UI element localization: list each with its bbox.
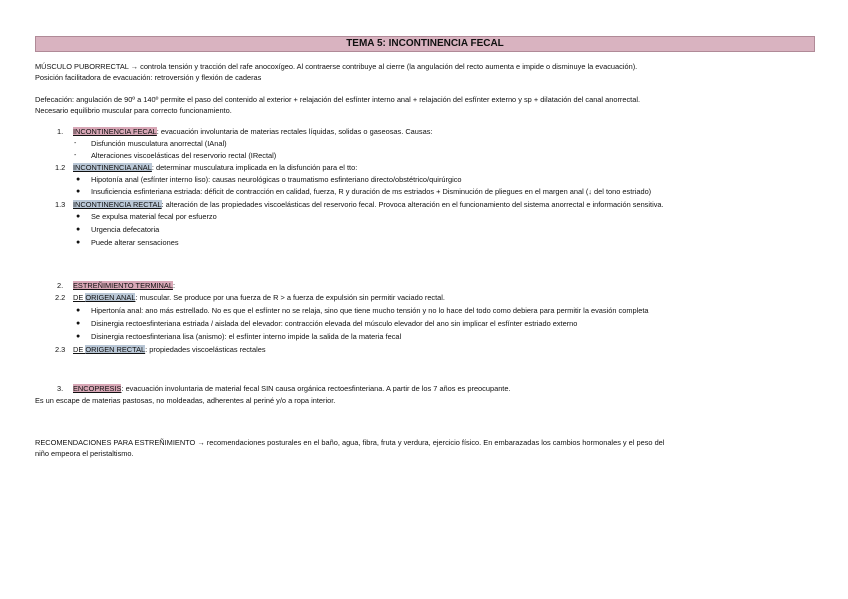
- section-3-line: [73, 384, 511, 394]
- section-1-line: [73, 127, 432, 137]
- section-1-dash-2: Alteraciones viscoelásticas del reservorio rectal (IRectal): [91, 151, 277, 160]
- section-2-2-term: ORIGEN ANAL: [85, 293, 136, 302]
- section-2-2-bullet-2: Disinergia rectoesfinteriana estriada / aislada del elevador: contracción elevada del músculo elevador del ano sin implicar el esfínter estriado externo: [91, 319, 578, 328]
- section-2-number: 2.: [57, 281, 64, 290]
- section-2-3-text: : propiedades viscoelásticas rectales: [145, 345, 266, 354]
- section-1-term: INCONTINENCIA FECAL: [73, 127, 157, 136]
- section-1-2-text: : determinar musculatura implicada en la disfunción para el tto:: [151, 163, 358, 172]
- section-2-3-prefix: DE: [73, 345, 86, 354]
- section-1-number: 1.: [57, 127, 64, 136]
- section-1-dash-1: Disfunción musculatura anorrectal (IAnal): [91, 139, 227, 148]
- section-2-2-prefix: DE: [73, 293, 86, 302]
- intro-line-3: Defecación: angulación de 90º a 140º permite el paso del contenido al exterior + relajación del esfínter interno anal + relajación del esfínter externo y sp + dilatación del canal anorrectal.: [35, 95, 641, 104]
- section-1-3-term: INCONTINENCIA RECTAL: [73, 200, 162, 209]
- section-2-3-term: ORIGEN RECTAL: [85, 345, 146, 354]
- dash-icon: -: [74, 140, 77, 147]
- section-1-3-line: [73, 200, 664, 210]
- section-2-2-bullet-3: Disinergia rectoesfinteriana lisa (anismo): el esfínter interno impide la salida de la materia fecal: [91, 332, 402, 341]
- section-2-2-line: [73, 293, 445, 303]
- section-1-text: : evacuación involuntaria de materias rectales líquidas, solidas o gaseosas. Causas:: [156, 127, 433, 136]
- section-2-3-line: [73, 345, 266, 355]
- section-1-2-term: INCONTINENCIA ANAL: [73, 163, 152, 172]
- section-3-text: : evacuación involuntaria de material fecal SIN causa orgánica rectoesfinteriana. A partir de los 7 años es preocupante.: [121, 384, 511, 393]
- bullet-icon: ●: [76, 239, 81, 246]
- section-1-3-bullet-1: Se expulsa material fecal por esfuerzo: [91, 212, 217, 221]
- section-2-text: :: [172, 281, 175, 290]
- section-2-2-number: 2.2: [55, 293, 66, 302]
- recommendations-line-2: niño empeora el peristaltismo.: [35, 449, 134, 458]
- section-3-term: ENCOPRESIS: [73, 384, 122, 393]
- section-2-term: ESTREÑIMIENTO TERMINAL: [73, 281, 173, 290]
- bullet-icon: ●: [76, 176, 81, 183]
- section-1-3-text: : alteración de las propiedades viscoelásticas del reservorio fecal. Provoca alteración en el funcionamiento del sistema anorrectal e información sensitiva.: [161, 200, 664, 209]
- section-2-3-number: 2.3: [55, 345, 66, 354]
- section-1-2-line: [73, 163, 357, 173]
- intro-line-2: Posición facilitadora de evacuación: retroversión y flexión de caderas: [35, 73, 262, 82]
- bullet-icon: ●: [76, 213, 81, 220]
- section-1-3-bullet-3: Puede alterar sensaciones: [91, 238, 179, 247]
- section-3-line-2: Es un escape de materias pastosas, no moldeadas, adherentes al periné y/o a ropa interior.: [35, 396, 336, 405]
- section-1-3-number: 1.3: [55, 200, 66, 209]
- bullet-icon: ●: [76, 226, 81, 233]
- bullet-icon: ●: [76, 188, 81, 195]
- section-2-2-text: : muscular. Se produce por una fuerza de R > a fuerza de expulsión sin permitir vaciado rectal.: [135, 293, 445, 302]
- dash-icon: -: [74, 152, 77, 159]
- section-1-2-number: 1.2: [55, 163, 66, 172]
- section-2-2-bullet-1: Hipertonía anal: ano más estrellado. No es que el esfínter no se relaja, sino que tiene mucho tensión y no lo hace del todo como debiera para permitir la evasión completa: [91, 306, 649, 315]
- bullet-icon: ●: [76, 333, 81, 340]
- section-1-2-bullet-2: Insuficiencia esfinteriana estriada: déficit de contracción en calidad, fuerza, R y duración de ms estriados + Disminución de pliegues en el margen anal (↓ del tono estriado): [91, 187, 652, 196]
- intro-line-1: MÚSCULO PUBORRECTAL → controla tensión y tracción del rafe anocoxígeo. Al contraerse contribuye al cierre (la angulación del recto aumenta e impide o disminuye la evacuación).: [35, 62, 638, 71]
- intro-line-4: Necesario equilibrio muscular para correcto funcionamiento.: [35, 106, 232, 115]
- section-3-number: 3.: [57, 384, 64, 393]
- section-2-line: [73, 281, 175, 291]
- recommendations-line-1: RECOMENDACIONES PARA ESTREÑIMIENTO → recomendaciones posturales en el baño, agua, fibra, fruta y verdura, ejercicio físico. En embarazadas los cambios hormonales y el peso del: [35, 438, 665, 447]
- section-1-3-bullet-2: Urgencia defecatoria: [91, 225, 160, 234]
- section-1-2-bullet-1: Hipotonía anal (esfínter interno liso): causas neurológicas o traumatismo esfinteriano directo/obstétrico/quirúrgico: [91, 175, 462, 184]
- bullet-icon: ●: [76, 320, 81, 327]
- bullet-icon: ●: [76, 307, 81, 314]
- page-title: TEMA 5: INCONTINENCIA FECAL: [35, 36, 815, 52]
